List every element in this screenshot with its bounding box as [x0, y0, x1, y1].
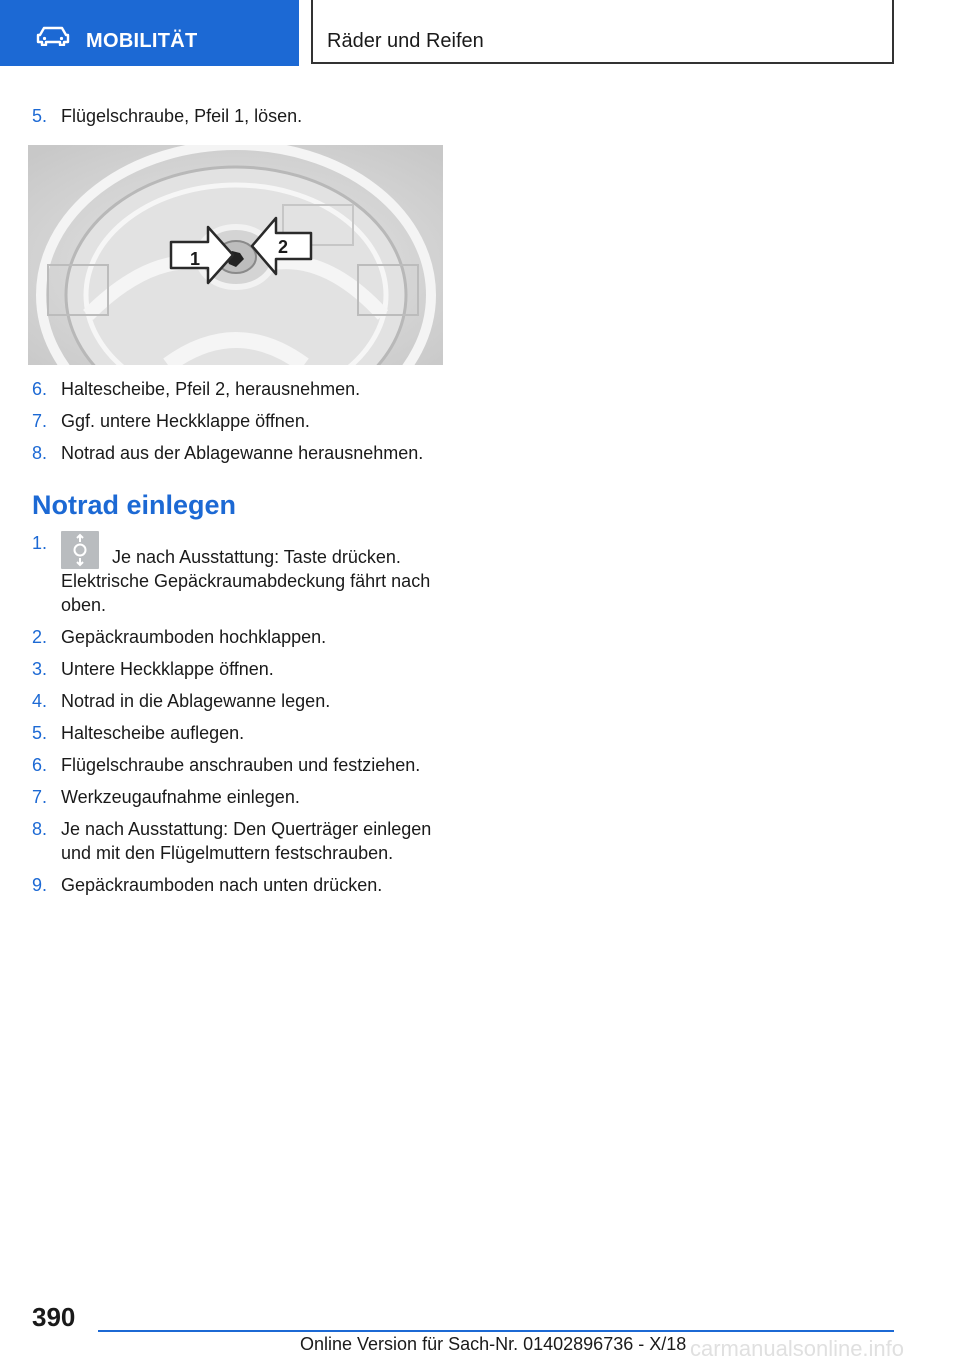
list-item [32, 689, 452, 713]
list-item [32, 409, 452, 433]
step-text: Je nach Ausstattung: Den Querträger einlegen und mit den Flügelmuttern festschrauben. [61, 819, 432, 863]
step-text: Untere Heckklappe öffnen. [61, 659, 274, 679]
list-item [32, 104, 452, 128]
section-title: Räder und Reifen [327, 30, 484, 52]
step-text: Haltescheibe auflegen. [61, 723, 245, 743]
spare-wheel-figure [28, 145, 443, 365]
page-number: 390 [32, 1302, 76, 1332]
step-text: Werkzeugaufnahme einlegen. [61, 787, 300, 807]
step-number: 7. [32, 787, 48, 807]
step-text: Flügelschraube, Pfeil 1, lösen. [61, 106, 303, 126]
step-number: 6. [32, 755, 48, 775]
car-icon [36, 26, 70, 46]
arrow-1-label: 1 [190, 249, 201, 269]
list-item [32, 377, 452, 401]
section-heading: Notrad einlegen [32, 490, 237, 520]
step-number: 1. [32, 533, 48, 553]
watermark: carmanualsonline.info [690, 1336, 905, 1361]
footer-online-version: Online Version für Sach-Nr. 01402896736 - X/18 [300, 1334, 687, 1354]
list-item [32, 785, 452, 809]
list-item [32, 625, 452, 649]
list-item [32, 531, 452, 617]
list-item [32, 657, 452, 681]
steps-list-bottom [32, 531, 452, 905]
step-text: Gepäckraumboden hochklappen. [61, 627, 327, 647]
luggage-floor-button-icon [61, 531, 99, 569]
arrow-2-label: 2 [278, 237, 289, 257]
step-number: 5. [32, 723, 48, 743]
step-text: Ggf. untere Heckklappe öffnen. [61, 411, 310, 431]
list-item [32, 817, 452, 865]
steps-list-mid [32, 377, 452, 473]
step-number: 3. [32, 659, 48, 679]
step-number: 7. [32, 411, 48, 431]
section-header [311, 0, 894, 64]
list-item [32, 873, 452, 897]
step-number: 9. [32, 875, 48, 895]
step-text: Je nach Ausstattung: Taste drücken. Elektrische Gepäckraumabdeckung fährt nach oben. [61, 547, 431, 615]
spare-wheel-illustration [28, 145, 443, 365]
chapter-tab [0, 0, 299, 66]
list-item [32, 441, 452, 465]
chapter-tab-label: MOBILITÄT [86, 30, 198, 52]
step-text: Gepäckraumboden nach unten drücken. [61, 875, 383, 895]
step-text: Flügelschraube anschrauben und festziehen. [61, 755, 421, 775]
footer-divider [98, 1330, 894, 1332]
step-text: Notrad in die Ablagewanne legen. [61, 691, 331, 711]
step-number: 2. [32, 627, 48, 647]
steps-list-top [32, 104, 452, 136]
step-number: 6. [32, 379, 48, 399]
step-number: 8. [32, 443, 48, 463]
list-item [32, 753, 452, 777]
step-number: 4. [32, 691, 48, 711]
step-number: 5. [32, 106, 48, 126]
step-number: 8. [32, 819, 48, 839]
list-item [32, 721, 452, 745]
step-text: Notrad aus der Ablagewanne herausnehmen. [61, 443, 424, 463]
step-text: Haltescheibe, Pfeil 2, herausnehmen. [61, 379, 361, 399]
